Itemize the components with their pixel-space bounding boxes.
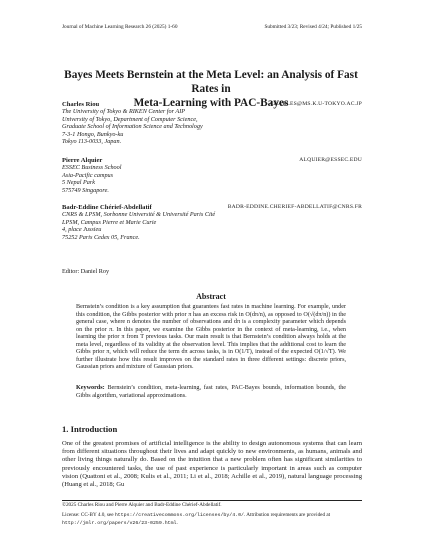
author-email[interactable]: BADR-EDDINE.CHERIEF-ABDELLATIF@CNRS.FR — [227, 204, 362, 210]
author-email[interactable]: ALQUIER@ESSEC.EDU — [299, 157, 362, 163]
keywords-label: Keywords: — [76, 385, 105, 391]
editor-line: Editor: Daniel Roy — [62, 268, 110, 275]
author-email[interactable]: CHARLES@MS.K.U-TOKYO.AC.JP — [270, 101, 362, 107]
author-name: Charles Riou — [62, 101, 100, 108]
footnote-rule — [62, 500, 362, 501]
abstract-text: Bernstein’s condition is a key assumption that guarantees fast rates in machine learning. For example, under this condition, the Gibbs posterior with prior π has an excess risk in O(dπ/n), as opposed to O(√(dπ/n)) in the general case, where n denotes the number of observations and dπ is a complexity parameter which depends on the prior π. In this paper, we examine the Gibbs posterior in the context of meta-learning, i.e., when learning the prior π from T previous tasks. Our main result is that Bernstein’s condition always holds at the meta level, regardless of its validity at the observation level. This implies that the additional cost to learn the Gibbs prior π, which will reduce the term dπ across tasks, is in O(1/T), instead of the expected O(1/√T). We further illustrate how this result improves on the standard rates in three different settings: discrete priors, Gaussian priors and mixture of Gaussian priors. — [76, 304, 346, 371]
submission-dates: Submitted 3/23; Revised 4/24; Published 1/25 — [264, 24, 362, 30]
license-link[interactable]: https://creativecommons.org/licenses/by/4.0/ — [114, 513, 244, 518]
abstract-heading: Abstract — [196, 292, 226, 301]
copyright-notice: ©2025 Charles Riou and Pierre Alquier and Badr-Eddine Chérief-Abdellatif. — [62, 502, 222, 508]
author-block-1: Charles Riou CHARLES@MS.K.U-TOKYO.AC.JP The University of Tokyo & RIKEN Center for AIP University of Tokyo, Department of Computer Science, Graduate School of Information Science and Technology 7-3-1 Hongo, Bunkyo-ku Tokyo 113-0033, Japan. — [62, 101, 362, 146]
paper-link[interactable]: http://jmlr.org/papers/v26/23-0259.html — [62, 520, 177, 526]
license-notice: License: CC-BY 4.0, see https://creativecommons.org/licenses/by/4.0/. Attribution requirements are provided at http://jmlr.org/papers/v26/23-0259.html. — [62, 512, 331, 526]
keywords-text: Bernstein’s condition, meta-learning, fast rates, PAC-Bayes bounds, information bounds, the Gibbs algorithm, variational approximations. — [76, 385, 346, 399]
paper-title: Bayes Meets Bernstein at the Meta Level: an Analysis of Fast Rates in Meta-Learning with PAC-Bayes — [64, 69, 358, 109]
journal-header: Journal of Machine Learning Research 26 (2025) 1-60 — [62, 24, 178, 30]
section-heading: 1. Introduction — [62, 424, 118, 434]
keywords — [76, 385, 346, 400]
author-name: Pierre Alquier — [62, 157, 103, 164]
author-block-2: Pierre Alquier ALQUIER@ESSEC.EDU ESSEC Business School Asia-Pacific campus 5 Nepal Park 575749 Singapore. — [62, 157, 362, 194]
author-name: Badr-Eddine Chérief-Abdellatif — [62, 204, 152, 211]
author-block-3: Badr-Eddine Chérief-Abdellatif BADR-EDDINE.CHERIEF-ABDELLATIF@CNRS.FR CNRS & LPSM, Sorbonne Université & Université Paris Cité LPSM, Campus Pierre et Marie Curie 4, place Jussieu 75252 Paris Cedex 05, France. — [62, 204, 362, 241]
intro-paragraph: One of the greatest promises of artificial intelligence is the ability to design autonomous systems that can learn from different situations throughout their lives and adapt quickly to new environments, as humans, animals and other living things naturally do. Based on the intuition that a new problem often has significant similarities to previously encountered tasks, the use of past experience is particularly important in areas such as computer vision (Quattoni et al., 2008; Kulis et al., 2011; Li et al., 2018; Achille et al., 2019), natural language processing (Huang et al., 2018; Gu — [62, 440, 362, 489]
